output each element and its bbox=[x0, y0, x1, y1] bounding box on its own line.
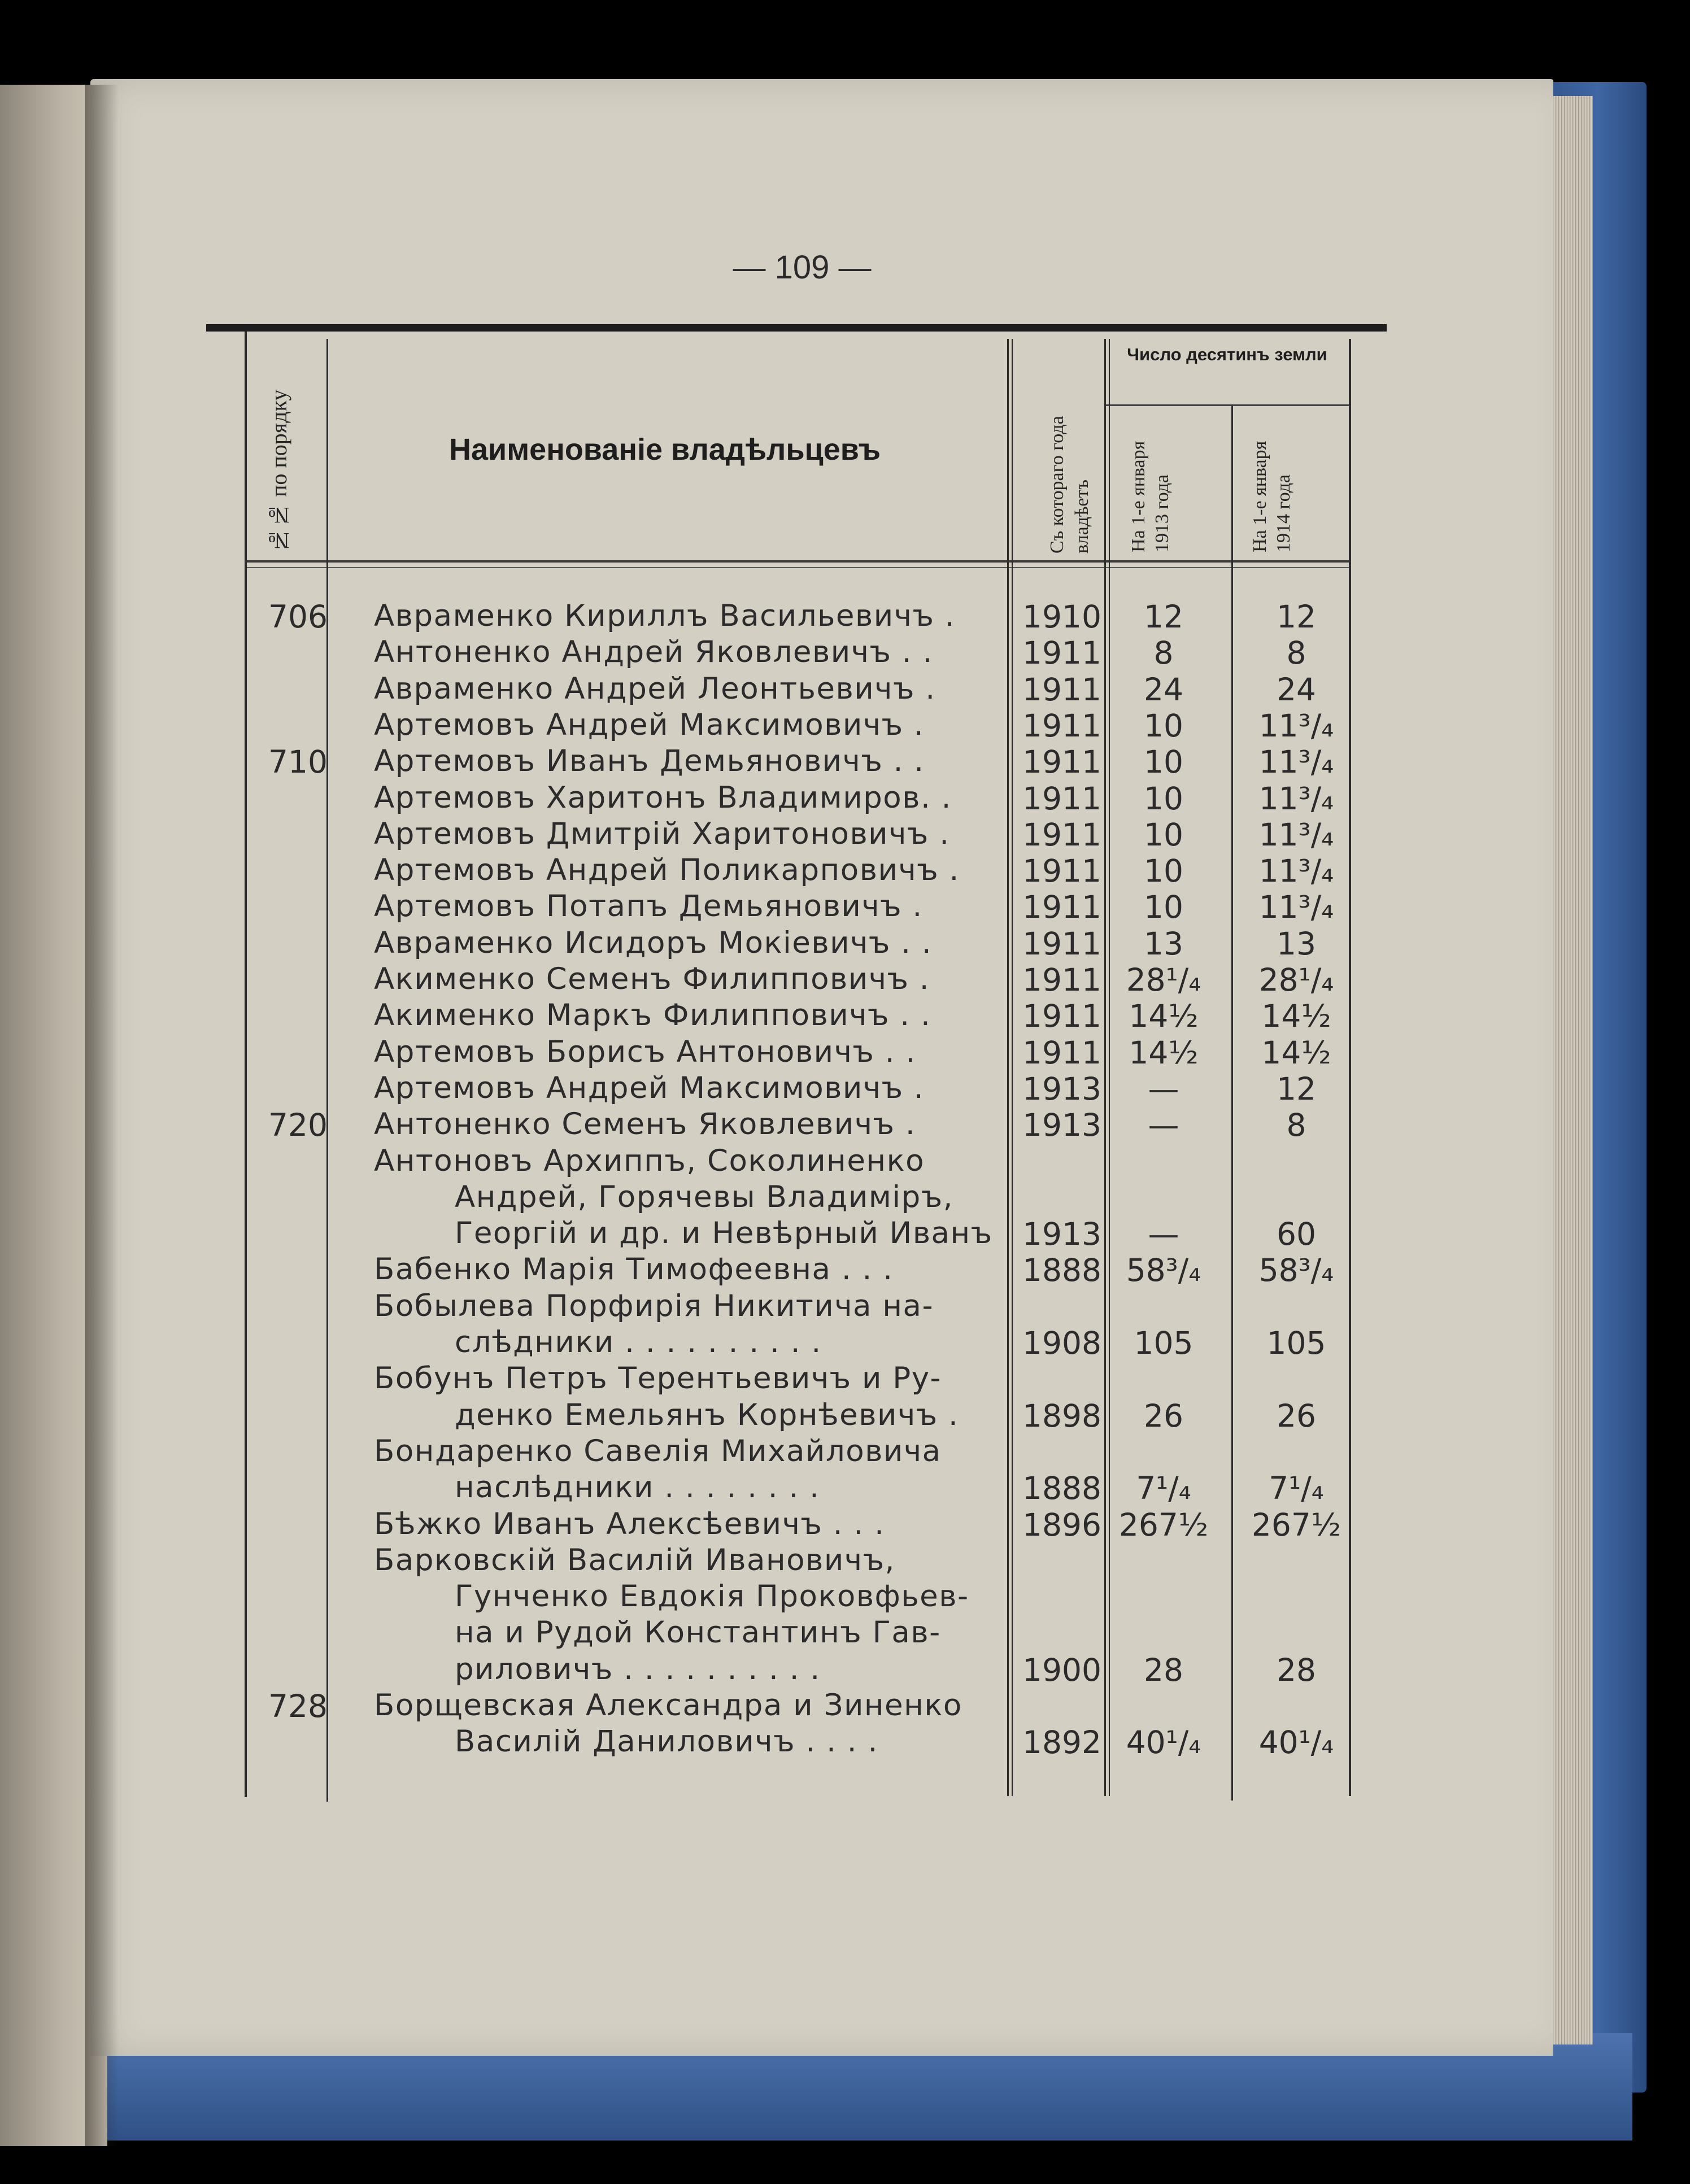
owner-name-line: Бобылева Порфирія Никитича на- bbox=[374, 1288, 934, 1323]
since-year-value: 1900 bbox=[1022, 1651, 1101, 1688]
desyatin-1914-value: 11³/₄ bbox=[1258, 889, 1334, 926]
owner-name-line: Авраменко Кириллъ Васильевичъ . bbox=[374, 599, 956, 633]
desyatin-1913-value: 12 bbox=[1144, 599, 1183, 635]
desyatin-1913-value: 10 bbox=[1144, 707, 1183, 744]
since-year-value: 1908 bbox=[1022, 1325, 1101, 1361]
desyatin-1913-value: 14½ bbox=[1129, 1034, 1199, 1071]
desyatin-1914-value: 40¹/₄ bbox=[1258, 1724, 1334, 1761]
owner-name-line: Авраменко Андрей Леонтьевичъ . bbox=[374, 671, 936, 706]
header-land-group: Число десятинъ земли bbox=[1127, 345, 1327, 364]
desyatin-1914-value: 11³/₄ bbox=[1258, 707, 1334, 744]
header-jan-1913: На 1-е января 1913 года bbox=[1128, 441, 1173, 552]
desyatin-1913-value: 14½ bbox=[1129, 998, 1199, 1035]
owner-name-line: Артемовъ Андрей Максимовичъ . bbox=[374, 1070, 925, 1105]
since-year-value: 1910 bbox=[1022, 599, 1101, 635]
owner-name-line: Артемовъ Андрей Максимовичъ . bbox=[374, 707, 925, 742]
desyatin-1913-value: 58³/₄ bbox=[1126, 1252, 1201, 1289]
desyatin-1913-value: 28 bbox=[1144, 1651, 1183, 1688]
desyatin-1913-value: 10 bbox=[1144, 780, 1183, 817]
table-header-rule-thin bbox=[246, 567, 1350, 568]
header-since-year: Съ котораго года владѣетъ bbox=[1047, 416, 1092, 553]
table-header-rule bbox=[246, 560, 1350, 563]
desyatin-1914-value: 8 bbox=[1286, 635, 1306, 672]
desyatin-1914-value: 60 bbox=[1277, 1216, 1316, 1253]
page-edges bbox=[1548, 96, 1593, 2044]
owner-name-line: Антоненко Андрей Яковлевичъ . . bbox=[374, 635, 933, 670]
owner-name-line: Акименко Маркъ Филипповичъ . . bbox=[374, 998, 931, 1033]
owner-name-line: Барковскій Василій Ивановичъ, bbox=[374, 1542, 895, 1577]
desyatin-1914-value: 14½ bbox=[1261, 1034, 1331, 1071]
column-divider-name bbox=[1007, 339, 1009, 1796]
since-year-value: 1911 bbox=[1022, 816, 1101, 853]
row-number: 728 bbox=[268, 1688, 328, 1724]
owner-name-line: на и Рудой Константинъ Гав- bbox=[455, 1615, 941, 1650]
since-year-value: 1892 bbox=[1022, 1724, 1101, 1761]
desyatin-1914-value: 28 bbox=[1277, 1651, 1316, 1688]
owner-name-line: Гунченко Евдокія Проковфьев- bbox=[455, 1579, 969, 1614]
since-year-value: 1911 bbox=[1022, 635, 1101, 672]
since-year-value: 1898 bbox=[1022, 1397, 1101, 1434]
owner-name-line: денко Емельянъ Корнѣевичъ . bbox=[455, 1397, 959, 1432]
desyatin-1914-value: 11³/₄ bbox=[1258, 853, 1334, 890]
since-year-value: 1911 bbox=[1022, 671, 1101, 708]
desyatin-1914-value: 14½ bbox=[1261, 998, 1331, 1035]
table-top-rule bbox=[206, 324, 1387, 332]
since-year-value: 1913 bbox=[1022, 1070, 1101, 1107]
desyatin-1914-value: 12 bbox=[1277, 1070, 1316, 1107]
column-divider-left bbox=[245, 332, 247, 1797]
desyatin-1913-value: 7¹/₄ bbox=[1136, 1470, 1191, 1507]
desyatin-1914-value: 11³/₄ bbox=[1258, 744, 1334, 781]
desyatin-1914-value: 24 bbox=[1277, 671, 1316, 708]
row-number: 720 bbox=[268, 1107, 328, 1144]
desyatin-1913-value: 10 bbox=[1144, 816, 1183, 853]
desyatin-1914-value: 105 bbox=[1266, 1325, 1326, 1361]
owner-name-line: Бѣжко Иванъ Алексѣевичъ . . . bbox=[374, 1506, 885, 1541]
owner-name-line: Артемовъ Андрей Поликарповичъ . bbox=[374, 853, 960, 888]
row-number: 710 bbox=[268, 744, 328, 781]
column-divider-1913 bbox=[1231, 406, 1233, 1801]
owner-name-line: Артемовъ Потапъ Демьяновичъ . bbox=[374, 889, 923, 924]
desyatin-1913-value: 10 bbox=[1144, 853, 1183, 890]
owner-name-line: Бондаренко Савелія Михайловича bbox=[374, 1433, 942, 1468]
owner-name-line: Акименко Семенъ Филипповичъ . bbox=[374, 962, 930, 996]
desyatin-1913-value: — bbox=[1148, 1070, 1179, 1107]
desyatin-1914-value: 11³/₄ bbox=[1258, 780, 1334, 817]
since-year-value: 1911 bbox=[1022, 744, 1101, 781]
since-year-value: 1911 bbox=[1022, 998, 1101, 1035]
owner-name-line: наслѣдники . . . . . . . . bbox=[455, 1470, 820, 1505]
since-year-value: 1911 bbox=[1022, 889, 1101, 926]
owner-name-line: Артемовъ Борисъ Антоновичъ . . bbox=[374, 1034, 916, 1069]
header-jan-1914: На 1-е января 1914 года bbox=[1249, 441, 1294, 552]
desyatin-1913-value: — bbox=[1148, 1107, 1179, 1144]
owner-name-line: Антоненко Семенъ Яковлевичъ . bbox=[374, 1107, 916, 1142]
desyatin-1914-value: 8 bbox=[1286, 1107, 1306, 1144]
since-year-value: 1911 bbox=[1022, 780, 1101, 817]
desyatin-1913-value: 24 bbox=[1144, 671, 1183, 708]
header-order-no: №№ по порядку bbox=[266, 389, 291, 553]
desyatin-1913-value: 10 bbox=[1144, 744, 1183, 781]
book-gutter bbox=[85, 85, 119, 2146]
desyatin-1914-value: 11³/₄ bbox=[1258, 816, 1334, 853]
desyatin-1913-value: 26 bbox=[1144, 1397, 1183, 1434]
header-owners: Наименованіе владѣльцевъ bbox=[449, 433, 881, 467]
desyatin-1913-value: 10 bbox=[1144, 889, 1183, 926]
owner-name-line: Борщевская Александра и Зиненко bbox=[374, 1688, 962, 1723]
owner-name-line: Антоновъ Архиппъ, Соколиненко bbox=[374, 1143, 925, 1178]
owner-name-line: Георгій и др. и Невѣрный Иванъ bbox=[455, 1216, 993, 1251]
since-year-value: 1913 bbox=[1022, 1216, 1101, 1253]
desyatin-1913-value: — bbox=[1148, 1216, 1179, 1253]
owner-name-line: Андрей, Горячевы Владиміръ, bbox=[455, 1179, 954, 1214]
since-year-value: 1888 bbox=[1022, 1470, 1101, 1507]
desyatin-1914-value: 13 bbox=[1277, 925, 1316, 962]
since-year-value: 1896 bbox=[1022, 1506, 1101, 1543]
since-year-value: 1911 bbox=[1022, 707, 1101, 744]
desyatin-1913-value: 40¹/₄ bbox=[1126, 1724, 1201, 1761]
column-divider-no bbox=[326, 339, 328, 1802]
group-header-rule bbox=[1104, 404, 1350, 406]
since-year-value: 1911 bbox=[1022, 1034, 1101, 1071]
desyatin-1914-value: 58³/₄ bbox=[1258, 1252, 1334, 1289]
desyatin-1914-value: 7¹/₄ bbox=[1269, 1470, 1324, 1507]
desyatin-1914-value: 28¹/₄ bbox=[1258, 962, 1334, 998]
since-year-value: 1911 bbox=[1022, 962, 1101, 998]
desyatin-1914-value: 267½ bbox=[1251, 1506, 1341, 1543]
owner-name-line: Василій Даниловичъ . . . . bbox=[455, 1724, 878, 1759]
desyatin-1913-value: 267½ bbox=[1118, 1506, 1209, 1543]
owner-name-line: слѣдники . . . . . . . . . . bbox=[455, 1325, 822, 1359]
owner-name-line: Бобунъ Петръ Терентьевичъ и Ру- bbox=[374, 1361, 942, 1396]
owner-name-line: Артемовъ Иванъ Демьяновичъ . . bbox=[374, 744, 925, 779]
since-year-value: 1911 bbox=[1022, 925, 1101, 962]
owner-name-line: риловичъ . . . . . . . . . . bbox=[455, 1651, 821, 1686]
desyatin-1914-value: 26 bbox=[1277, 1397, 1316, 1434]
since-year-value: 1913 bbox=[1022, 1107, 1101, 1144]
row-number: 706 bbox=[268, 599, 328, 635]
since-year-value: 1911 bbox=[1022, 853, 1101, 890]
desyatin-1913-value: 28¹/₄ bbox=[1126, 962, 1201, 998]
owner-name-line: Бабенко Марія Тимофеевна . . . bbox=[374, 1252, 894, 1287]
desyatin-1913-value: 8 bbox=[1153, 635, 1174, 672]
owner-name-line: Артемовъ Дмитрій Харитоновичъ . bbox=[374, 816, 950, 851]
desyatin-1913-value: 105 bbox=[1134, 1325, 1194, 1361]
desyatin-1913-value: 13 bbox=[1144, 925, 1183, 962]
page-number: — 109 — bbox=[733, 249, 872, 286]
owner-name-line: Авраменко Исидоръ Мокіевичъ . . bbox=[374, 925, 933, 960]
desyatin-1914-value: 12 bbox=[1277, 599, 1316, 635]
since-year-value: 1888 bbox=[1022, 1252, 1101, 1289]
owner-name-line: Артемовъ Харитонъ Владимиров. . bbox=[374, 780, 952, 815]
